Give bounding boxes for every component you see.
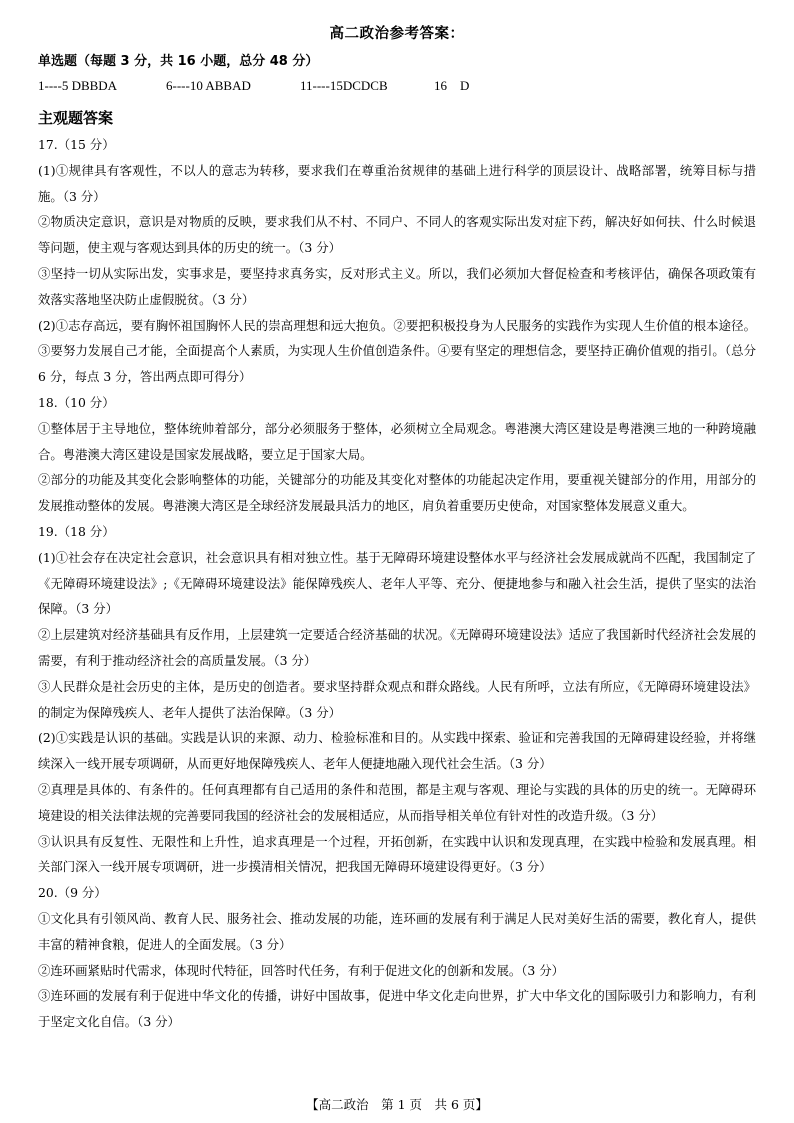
answer-paragraph: ③坚持一切从实际出发，实事求是，要坚持求真务实，反对形式主义。所以，我们必须加大督促检查和考核评估，确保各项政策有效落实落地坚决防止虚假脱贫。（3 分） bbox=[38, 265, 756, 307]
answer-paragraph: ①整体居于主导地位，整体统帅着部分，部分必须服务于整体，必须树立全局观念。粤港澳大湾区建设是粤港澳三地的一种跨境融合。粤港澳大湾区建设是国家发展战略，要立足于国家大局。 bbox=[38, 420, 756, 462]
answer-paragraph: ②物质决定意识，意识是对物质的反映，要求我们从不村、不同户、不同人的客观实际出发对症下药，解决好如何扶、什么时候退等问题，使主观与客观达到具体的历史的统一。（3 分） bbox=[38, 214, 756, 256]
mc-answers-row bbox=[38, 78, 758, 98]
answer-paragraph: ③人民群众是社会历史的主体，是历史的创造者。要求坚持群众观点和群众路线。人民有所呼，立法有所应，《无障碍环境建设法》的制定为保障残疾人、老年人提供了法治保障。（3 分） bbox=[38, 678, 756, 720]
answer-paragraph: ②连环画紧贴时代需求，体现时代特征，回答时代任务，有利于促进文化的创新和发展。（3 分） bbox=[38, 962, 565, 978]
answer-paragraph: ②上层建筑对经济基础具有反作用，上层建筑一定要适合经济基础的状况。《无障碍环境建设法》适应了我国新时代经济社会发展的需要，有利于推动经济社会的高质量发展。（3 分） bbox=[38, 627, 756, 668]
answer-paragraph: (2)①志存高远，要有胸怀祖国胸怀人民的崇高理想和远大抱负。②要把积极投身为人民服务的实践作为实现人生价值的根本途径。③要努力发展自己才能，全面提高个人素质，为实现人生价值创造条件。④要有坚定的理想信念，要坚持正确价值观的指引。（总分 6 分，每点 3 分，答出两点即可得分） bbox=[38, 317, 756, 385]
answer-paragraph: ③认识具有反复性、无限性和上升性，追求真理是一个过程，开拓创新，在实践中认识和发现真理，在实践中检验和发展真理。相关部门深入一线开展专项调研，进一步摸清相关情况，把我国无障碍环境建设得更好。（3 分） bbox=[38, 833, 756, 875]
mc-group-4: 16 D bbox=[434, 78, 470, 93]
subjective-heading: 主观题答案 bbox=[38, 109, 114, 127]
answer-paragraph: ①文化具有引领风尚、教育人民、服务社会、推动发展的功能，连环画的发展有利于满足人民对美好生活的需要，教化育人，提供丰富的精神食粮，促进人的全面发展。（3 分） bbox=[38, 910, 756, 952]
question-19-heading: 19.（18 分） bbox=[38, 523, 115, 539]
answer-paragraph: ②部分的功能及其变化会影响整体的功能，关键部分的功能及其变化对整体的功能起决定作用，要重视关键部分的作用，用部分的发展推动整体的发展。粤港澳大湾区是全球经济发展最具活力的地区，肩负着重要历史使命，对国家整体发展意义重大。 bbox=[38, 472, 756, 514]
question-20-heading: 20.（9 分） bbox=[38, 885, 107, 901]
answer-paragraph: ③连环画的发展有利于促进中华文化的传播，讲好中国故事，促进中华文化走向世界，扩大中华文化的国际吸引力和影响力，有利于坚定文化自信。（3 分） bbox=[38, 988, 756, 1030]
answers-body bbox=[38, 132, 756, 1035]
page-title: 高二政治参考答案： bbox=[329, 26, 465, 42]
mc-group-1: 1----5 DBBDA bbox=[38, 78, 118, 93]
answer-paragraph: (1)①社会存在决定社会意识，社会意识具有相对独立性。基于无障碍环境建设整体水平与经济社会发展成就尚不匹配，我国制定了《无障碍环境建设法》;《无障碍环境建设法》能保障残疾人、老年人平等、充分、便捷地参与和融入社会生活，提供了坚实的法治保障。（3 分） bbox=[38, 549, 756, 617]
question-18-heading: 18.（10 分） bbox=[38, 394, 115, 410]
answer-paragraph: (1)①规律具有客观性，不以人的意志为转移，要求我们在尊重治贫规律的基础上进行科学的顶层设计、战略部署，统筹目标与措施。（3 分） bbox=[38, 162, 756, 204]
mc-group-2: 6----10 ABBAD bbox=[166, 78, 251, 93]
answer-paragraph: ②真理是具体的、有条件的。任何真理都有自己适用的条件和范围，都是主观与客观、理论与实践的具体的历史的统一。无障碍环境建设的相关法律法规的完善要同我国的经济社会的发展相适应，从而指导相关单位有针对性的改造升级。（3 分） bbox=[38, 781, 756, 823]
question-17-heading: 17.（15 分） bbox=[38, 137, 115, 152]
page-footer: 【高二政治 第 1 页 共 6 页】 bbox=[306, 1097, 488, 1112]
answer-paragraph: (2)①实践是认识的基础。实践是认识的来源、动力、检验标准和目的。从实践中探索、验证和完善我国的无障碍建设经验，并将继续深入一线开展专项调研，从而更好地保障残疾人、老年人便捷地融入现代社会生活。（3 分） bbox=[38, 730, 756, 772]
mc-section-heading: 单选题（每题 3 分，共 16 小题，总分 48 分） bbox=[38, 54, 319, 69]
mc-group-3: 11----15DCDCB bbox=[300, 78, 388, 93]
